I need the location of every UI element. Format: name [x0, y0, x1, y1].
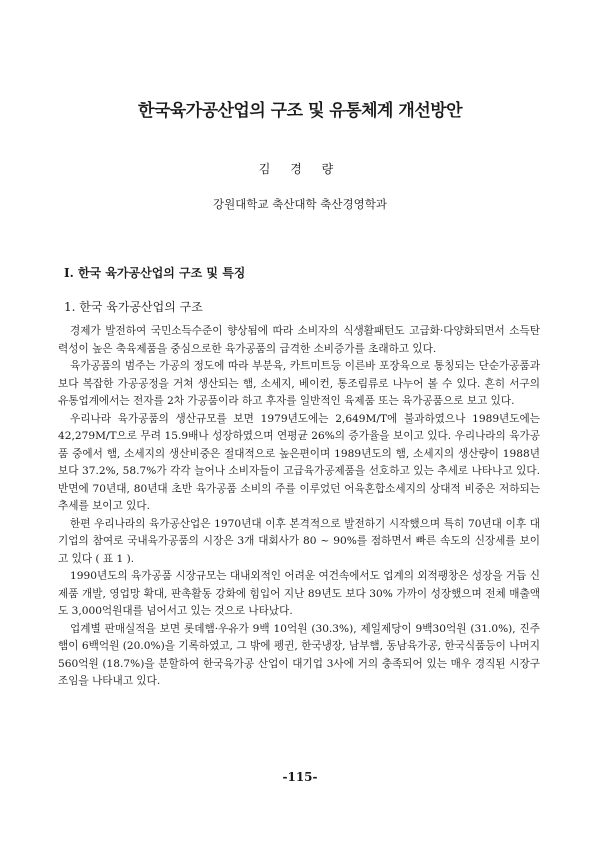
paragraph: 업계별 판매실적을 보면 롯데햄·우유가 9백 10억원 (30.3%), 제일제당이 9백30억원 (31.0%), 진주햄이 6백억원 (20.0%)을 기록하였고, 그 밖에 펭귄, 한국냉장, 남부햄, 동남육가공, 한국식품등이 나머지 560억원 (18.7%)을 분할하여 한국육가공 산업이 대기업 3사에 거의 충족되어 있는 매우 경직된 시장구조임을 나타내고 있다. [58, 622, 540, 687]
body-text [58, 323, 540, 691]
section-heading: I. 한국 육가공산업의 구조 및 특징 [64, 266, 246, 280]
author-affiliation: 강원대학교 축산대학 축산경영학과 [213, 197, 387, 211]
page-number: -115- [282, 770, 318, 784]
paper-title: 한국육가공산업의 구조 및 유통체계 개선방안 [137, 101, 463, 121]
paragraph: 한편 우리나라의 육가공산업은 1970년대 이후 본격적으로 발전하기 시작했으며 특히 70년대 이후 대기업의 참여로 국내육가공품의 시장은 3개 대회사가 80 ~ 90%를 점하면서 빠른 속도의 신장세를 보이고 있다 ( 표 1 ). [58, 517, 540, 565]
paragraph: 우리나라 육가공품의 생산규모를 보면 1979년도에는 2,649M/T에 불과하였으나 1989년도에는 42,279M/T으로 무려 15.9배나 성장하였으며 연평균 26%의 증가율을 보이고 있다. 우리나라의 육가공품 중에서 햄, 소세지의 생산비중은 절대적으로 높은편이며 1989년도의 햄, 소세지의 생산량이 1988년 보다 37.2%, 58.7%가 각각 늘어나 소비자들이 고급육가공제품을 선호하고 있는 추세로 나타나고 있다. 반면에 70년대, 80년대 초반 육가공품 소비의 주를 이루었던 어육혼합소세지의 상대적 비중은 저하되는 추세를 보이고 있다. [58, 412, 540, 512]
paragraph: 1990년도의 육가공품 시장규모는 대내외적인 어려운 여건속에서도 업계의 외적팽창은 성장을 거듭 신제품 개발, 영업망 확대, 판촉활동 강화에 힘입어 지난 89년도 보다 30% 가까이 성장했으며 전체 매출액도 3,000억원대를 넘어서고 있는 것으로 나타났다. [58, 570, 540, 617]
paragraph: 경제가 발전하여 국민소득수준이 향상됨에 따라 소비자의 식생활패턴도 고급화·다양화되면서 소득탄력성이 높은 축육제품을 중심으로한 육가공품의 급격한 소비증가를 초래하고 있다. [58, 325, 540, 355]
subsection-heading: 1. 한국 육가공산업의 구조 [64, 300, 203, 314]
paragraph: 육가공품의 범주는 가공의 정도에 따라 부분육, 카트미트등 이른바 포장육으로 통칭되는 단순가공품과 보다 복잡한 가공공정을 거쳐 생산되는 햄, 소세지, 베이컨, 통조림류로 나누어 볼 수 있다. 흔히 서구의 유통업계에서는 전자를 2차 가공품이라 하고 후자를 일반적인 육제품 또는 육가공품으로 보고 있다. [58, 360, 540, 407]
author-name: 김 경 량 [258, 162, 342, 176]
